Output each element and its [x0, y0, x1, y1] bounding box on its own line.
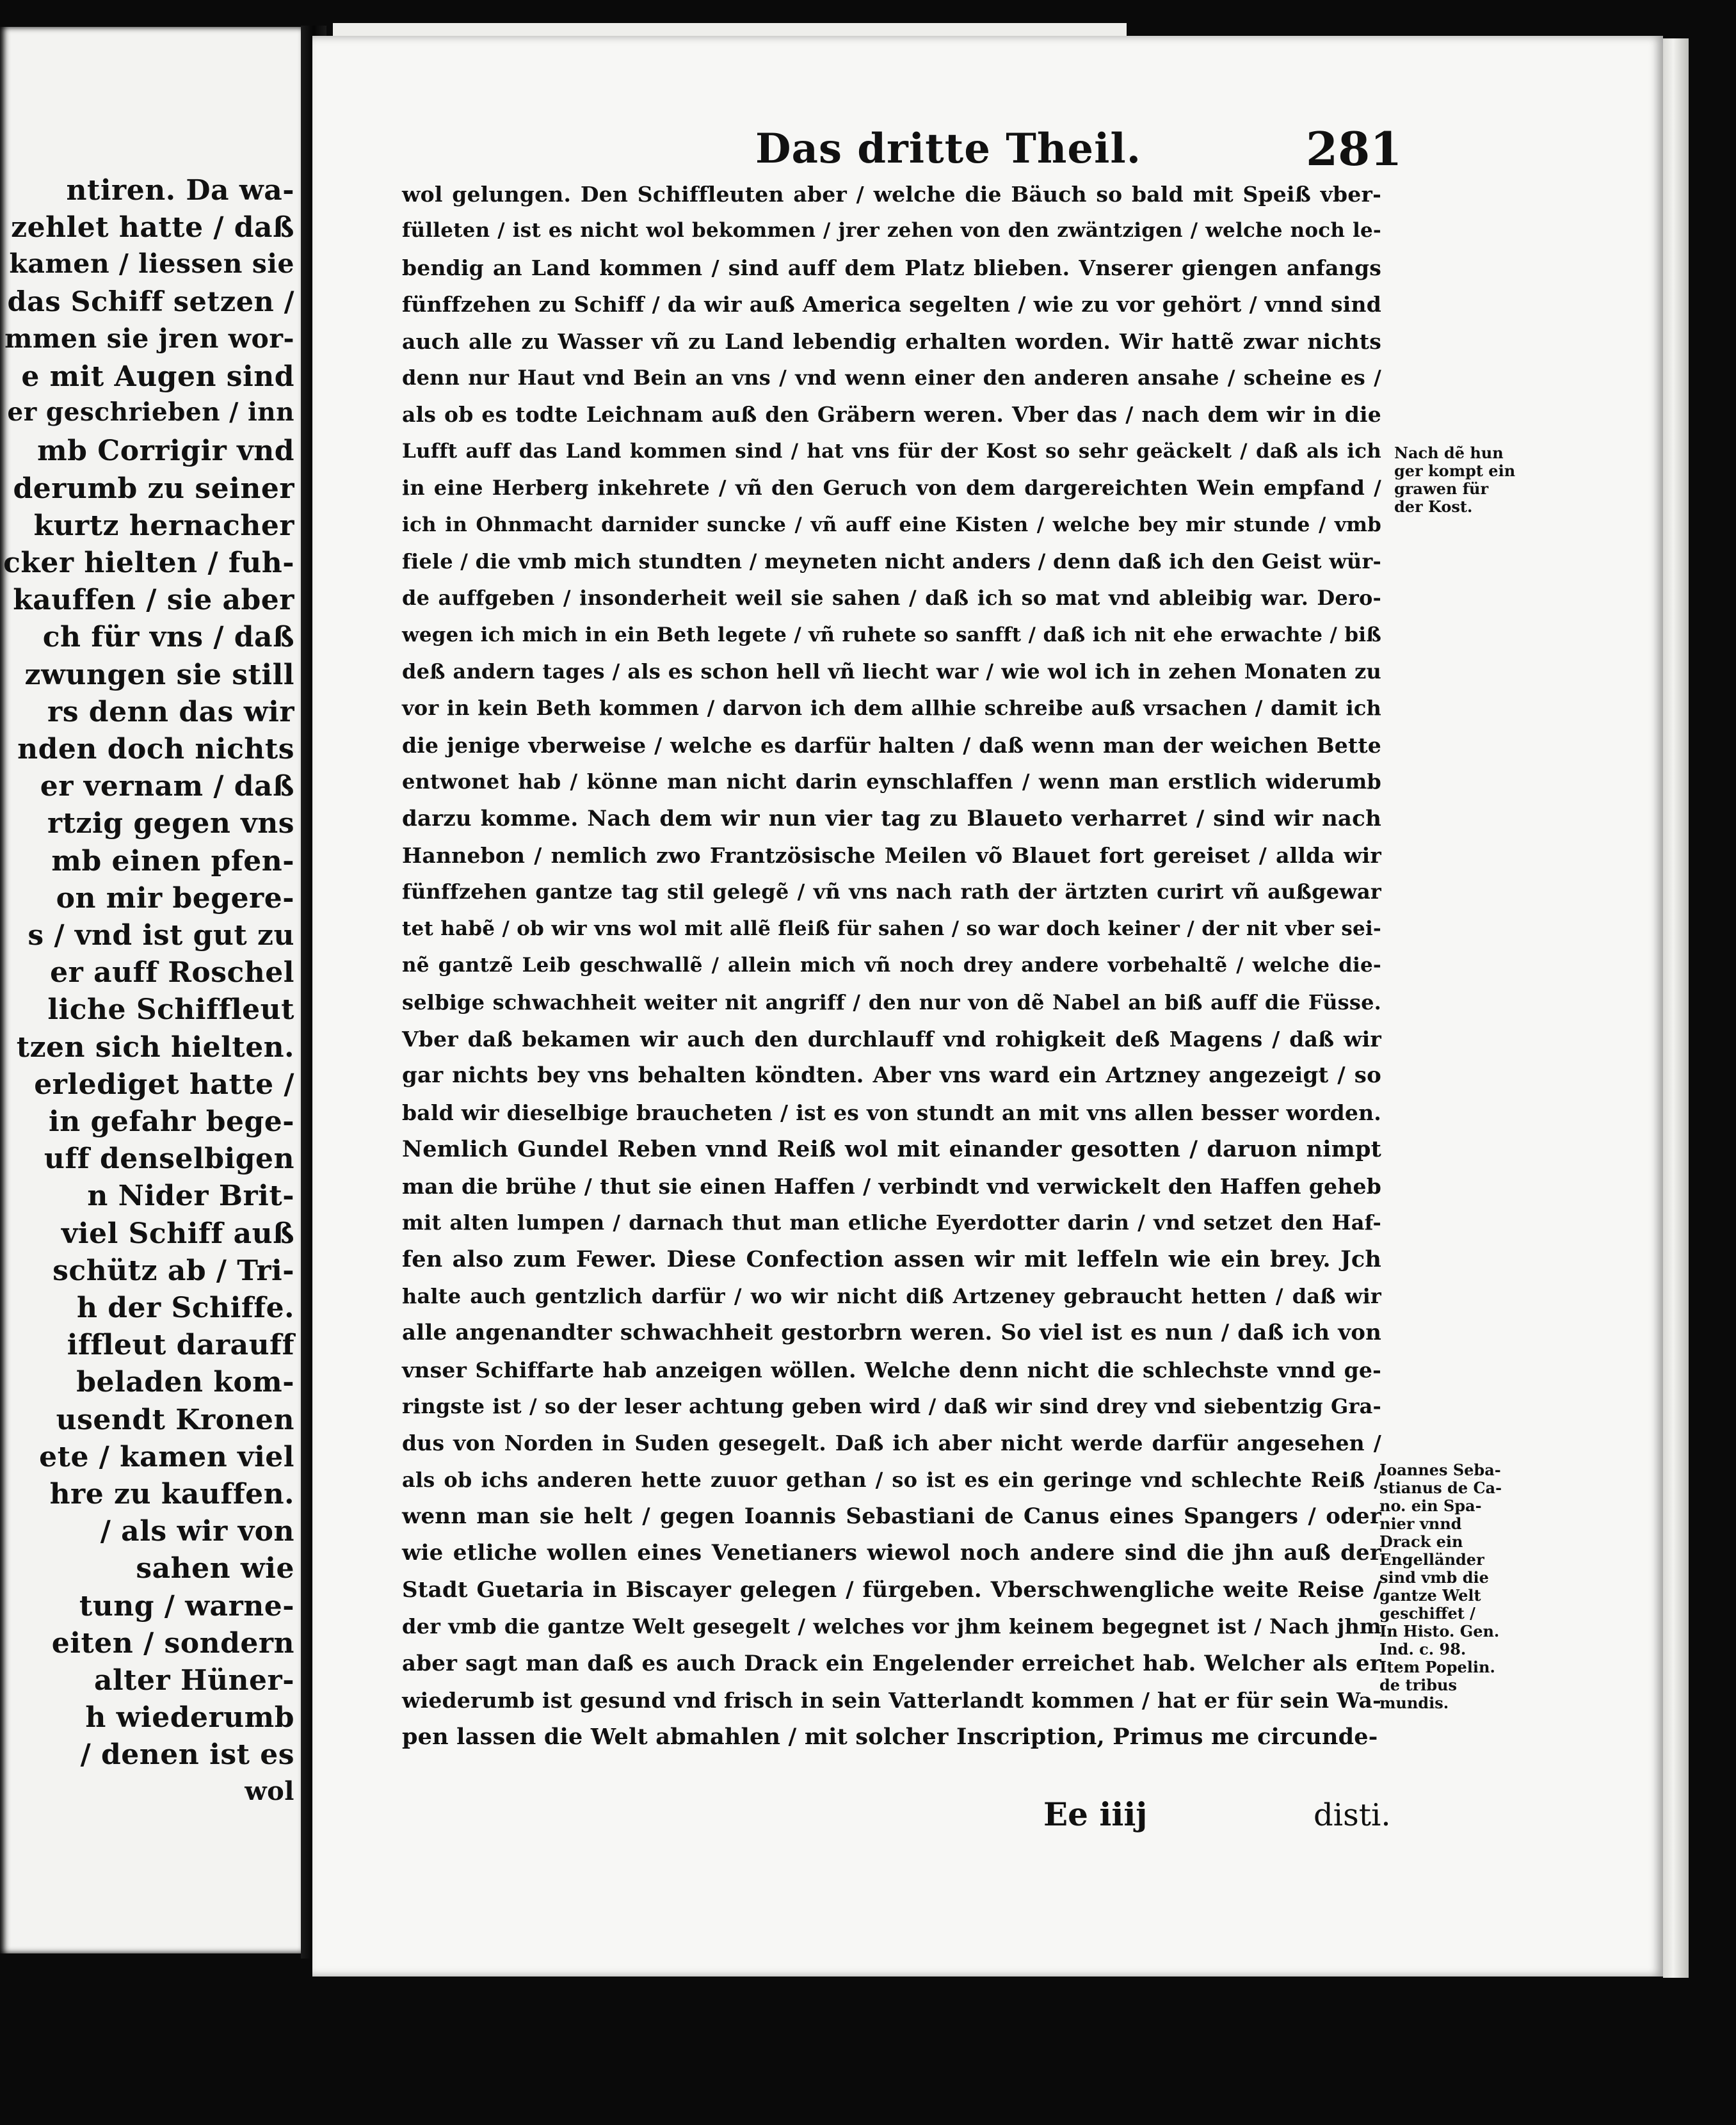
body-line: bendig an Land kommen / sind auff dem Platz blieben. Vnserer giengen anfangs	[402, 255, 1381, 280]
left-page-line: n Nider Brit-	[87, 1180, 294, 1213]
left-page-line: er auff Roschel	[50, 956, 294, 990]
margin-note-hunger	[1394, 444, 1515, 516]
left-page-line: e mit Augen sind	[21, 360, 294, 393]
left-page-line: er vernam / daß	[40, 770, 294, 803]
left-page-line: h der Schiffe.	[76, 1292, 294, 1324]
left-page-line: beladen kom-	[76, 1366, 294, 1399]
left-page-line: rtzig gegen vns	[47, 807, 294, 840]
margin-note-line: In Histo. Gen.	[1379, 1622, 1500, 1640]
body-line: der vmb die gantze Welt gesegelt / welches vor jhm keinem begegnet ist / Nach jhm	[402, 1614, 1381, 1639]
body-line: Stadt Guetaria in Biscayer gelegen / fürgeben. Vberschwengliche weite Reise /	[402, 1576, 1381, 1603]
left-page-line: ch für vns / daß	[42, 621, 294, 654]
body-line: vor in kein Beth kommen / darvon ich dem allhie schreibe auß vrsachen / damit ich	[402, 696, 1381, 721]
margin-note-line: Drack ein	[1379, 1532, 1463, 1551]
left-page-line: mmen sie jren wor-	[4, 323, 294, 354]
body-line: vnser Schiffarte hab anzeigen wöllen. Welche denn nicht die schlechste vnnd ge-	[402, 1357, 1381, 1383]
body-line: fen also zum Fewer. Diese Confection assen wir mit leffeln wie ein brey. Jch	[402, 1246, 1381, 1273]
margin-note-line: Engelländer	[1379, 1550, 1484, 1569]
body-line: Nemlich Gundel Reben vnnd Reiß wol mit einander gesotten / daruon nimpt	[402, 1136, 1381, 1163]
left-page-line: mb einen pfen-	[51, 844, 294, 878]
margin-note-line: Nach dẽ hun	[1394, 444, 1504, 462]
left-page-line: eiten / sondern	[51, 1626, 294, 1660]
body-line: darzu komme. Nach dem wir nun vier tag zu Blaueto verharret / sind wir nach	[402, 805, 1381, 831]
body-line: bald wir dieselbige braucheten / ist es von stundt an mit vns allen besser worden.	[402, 1100, 1381, 1125]
margin-note-line: no. ein Spa-	[1379, 1496, 1482, 1515]
margin-note-line: der Kost.	[1394, 497, 1473, 516]
body-line: fülleten / ist es nicht wol bekommen / jrer zehen von den zwäntzigen / welche noch le-	[402, 219, 1381, 243]
left-page-line: wol	[245, 1776, 294, 1806]
left-page-line: h wiederumb	[85, 1701, 294, 1735]
page-number: 281	[1306, 122, 1402, 176]
body-line: gar nichts bey vns behalten köndten. Aber vns ward ein Artzney angezeigt / so	[402, 1062, 1381, 1089]
body-line: wenn man sie helt / gegen Ioannis Sebastiani de Canus eines Spangers / oder	[402, 1504, 1381, 1530]
left-page-line: derumb zu seiner	[13, 472, 294, 505]
margin-note-line: gantze Welt	[1379, 1586, 1481, 1605]
margin-note-line: de tribus	[1379, 1676, 1457, 1694]
left-page-line: liche Schiffleut	[47, 993, 294, 1027]
margin-note-line: stianus de Ca-	[1379, 1479, 1502, 1497]
left-page-line: ete / kamen viel	[39, 1440, 294, 1473]
body-line: nẽ gantzẽ Leib geschwallẽ / allein mich vñ noch drey andere vorbehaltẽ / welche die-	[402, 954, 1381, 977]
body-line: fünffzehen gantze tag stil gelegẽ / vñ vns nach rath der ärtzten curirt vñ außgewar	[402, 879, 1381, 904]
body-line: Hannebon / nemlich zwo Frantzösische Meilen võ Blauet fort gereiset / allda wir	[402, 843, 1381, 869]
body-line: alle angenandter schwachheit gestorbrn weren. So viel ist es nun / daß ich von	[402, 1320, 1381, 1346]
body-line: mit alten lumpen / darnach thut man etliche Eyerdotter darin / vnd setzet den Haf-	[402, 1210, 1381, 1235]
margin-note-line: sind vmb die	[1379, 1568, 1489, 1587]
body-line: dus von Norden in Suden gesegelt. Daß ich aber nicht werde darfür angesehen /	[402, 1431, 1381, 1456]
left-page-line: cker hielten / fuh-	[3, 547, 294, 579]
margin-note-line: ger kompt ein	[1394, 461, 1516, 480]
left-page-line: sahen wie	[136, 1552, 294, 1585]
left-facing-page	[0, 27, 301, 1953]
body-line: pen lassen die Welt abmahlen / mit solcher Inscription, Primus me circunde-	[402, 1724, 1378, 1751]
body-line: denn nur Haut vnd Bein an vns / vnd wenn einer den anderen ansahe / scheine es /	[402, 365, 1381, 390]
body-line: Lufft auff das Land kommen sind / hat vns für der Kost so sehr geäckelt / daß als ich	[402, 439, 1381, 463]
margin-note-line: nier vnnd	[1379, 1514, 1462, 1533]
left-page-line: uff denselbigen	[44, 1143, 294, 1176]
margin-note-line: Ind. c. 98.	[1379, 1640, 1467, 1658]
body-line: deß andern tages / als es schon hell vñ liecht war / wie wol ich in zehen Monaten zu	[402, 659, 1381, 684]
left-page-line: mb Corrigir vnd	[37, 435, 294, 468]
left-page-line: on mir begere-	[56, 881, 294, 915]
left-page-line: / als wir von	[100, 1515, 294, 1548]
body-line: entwonet hab / könne man nicht darin eynschlaffen / wenn man erstlich widerumb	[402, 769, 1381, 794]
signature-mark: Ee iiij	[1043, 1795, 1148, 1833]
body-line: wiederumb ist gesund vnd frisch in sein Vatterlandt kommen / hat er für sein Wa-	[402, 1688, 1381, 1713]
body-line: die jenige vberweise / welche es darfür halten / daß wenn man der weichen Bette	[402, 732, 1381, 758]
body-line: ich in Ohnmacht darnider suncke / vñ auff eine Kisten / welche bey mir stunde / vmb	[402, 513, 1381, 536]
body-line: fünffzehen zu Schiff / da wir auß America segelten / wie zu vor gehört / vnnd sind	[402, 292, 1381, 317]
body-line: man die brühe / thut sie einen Haffen / verbindt vnd verwickelt den Haffen geheb	[402, 1173, 1381, 1199]
left-page-line: kauffen / sie aber	[13, 584, 294, 617]
left-page-line: er geschrieben / inn	[7, 397, 294, 428]
body-line: wie etliche wollen eines Venetianers wiewol noch andere sind die jhn auß der	[402, 1540, 1381, 1566]
left-page-line: rs denn das wir	[47, 695, 294, 728]
left-page-line: in gefahr bege-	[49, 1105, 294, 1138]
left-page-line: tung / warne-	[79, 1589, 294, 1623]
body-line: de auffgeben / insonderheit weil sie sahen / daß ich so mat vnd ableibig war. Dero-	[402, 586, 1381, 611]
left-page-line: zehlet hatte / daß	[11, 211, 294, 245]
margin-note-line: geschiffet /	[1379, 1604, 1475, 1623]
body-line: als ob es todte Leichnam auß den Gräbern weren. Vber das / nach dem wir in die	[402, 402, 1381, 428]
left-page-line: viel Schiff auß	[61, 1217, 294, 1250]
left-page-line: erlediget hatte /	[34, 1068, 294, 1101]
body-line: ringste ist / so der leser achtung geben wird / daß wir sind drey vnd siebentzig Gra-	[402, 1393, 1381, 1418]
body-line: in eine Herberg inkehrete / vñ den Geruch von dem dargereichten Wein empfand /	[402, 476, 1381, 501]
body-line: wegen ich mich in ein Beth legete / vñ ruhete so sanfft / daß ich nit ehe erwachte / biß	[402, 623, 1381, 646]
body-line: wol gelungen. Den Schiffleuten aber / welche die Bäuch so bald mit Speiß vber-	[402, 182, 1381, 207]
left-page-line: kurtz hernacher	[33, 509, 294, 542]
left-page-line: nden doch nichts	[17, 733, 294, 766]
margin-note-circumnavigation	[1379, 1461, 1502, 1712]
left-page-line: das Schiff setzen /	[7, 285, 294, 318]
body-line: fiele / die vmb mich stundten / meyneten nicht anders / denn daß ich den Geist wür-	[402, 549, 1381, 573]
left-page-line: hre zu kauffen.	[49, 1478, 294, 1511]
left-page-line: s / vnd ist gut zu	[28, 919, 294, 952]
body-line: aber sagt man daß es auch Drack ein Engelender erreichet hab. Welcher als er	[402, 1650, 1381, 1676]
running-head: Das dritte Theil.	[755, 125, 1141, 173]
body-line: als ob ichs anderen hette zuuor gethan / so ist es ein geringe vnd schlechte Reiß /	[402, 1467, 1381, 1492]
margin-note-line: Item Popelin.	[1379, 1658, 1495, 1676]
page-fore-edge	[1663, 38, 1689, 1978]
left-page-line: kamen / liessen sie	[9, 248, 294, 280]
left-page-line: zwungen sie still	[24, 658, 294, 691]
body-line: auch alle zu Wasser vñ zu Land lebendig erhalten worden. Wir hattẽ zwar nichts	[402, 328, 1381, 354]
left-page-line: schütz ab / Tri-	[52, 1254, 294, 1287]
left-page-line: / denen ist es	[80, 1738, 294, 1772]
main-text-block	[402, 176, 1381, 1756]
body-line: halte auch gentzlich darfür / wo wir nicht diß Artzeney gebraucht hetten / daß wir	[402, 1283, 1381, 1308]
margin-note-line: mundis.	[1379, 1694, 1449, 1712]
left-page-line: iffleut darauff	[67, 1329, 294, 1362]
left-page-line: usendt Kronen	[56, 1403, 294, 1436]
left-page-line: ntiren. Da wa-	[66, 174, 294, 207]
left-page-line: tzen sich hielten.	[16, 1030, 294, 1064]
left-page-line: alter Hüner-	[93, 1664, 294, 1697]
catchword: disti.	[1314, 1797, 1391, 1833]
body-line: Vber daß bekamen wir auch den durchlauff vnd rohigkeit deß Magens / daß wir	[402, 1026, 1381, 1052]
margin-note-line: grawen für	[1394, 479, 1489, 498]
body-line: selbige schwachheit weiter nit angriff / den nur von dẽ Nabel an biß auff die Füsse.	[402, 990, 1381, 1014]
body-line: tet habẽ / ob wir vns wol mit allẽ fleiß für sahen / so war doch keiner / der nit vber sei-	[402, 917, 1381, 940]
margin-note-line: Ioannes Seba-	[1379, 1461, 1501, 1479]
